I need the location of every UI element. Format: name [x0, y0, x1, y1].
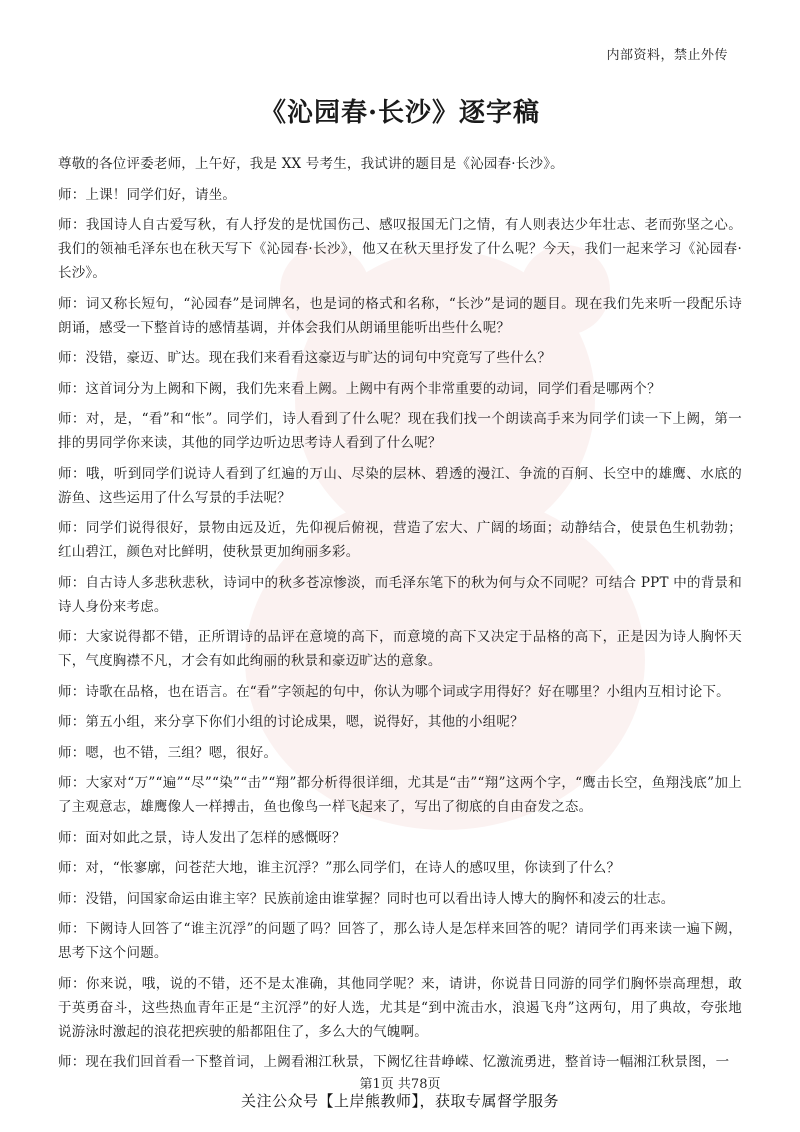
paragraph: 师：同学们说得很好，景物由远及近，先仰视后俯视，营造了宏大、广阔的场面；动静结合，使景色生机勃勃；红山碧江，颜色对比鲜明，使秋景更加绚丽多彩。 — [58, 520, 742, 560]
paragraph: 师：嗯，也不错，三组？嗯，很好。 — [58, 744, 278, 761]
paragraph: 师：词又称长短句，“沁园春”是词牌名，也是词的格式和名称，“长沙”是词的题目。现在我们先来听一段配乐诗朗诵，感受一下整首诗的感情基调，并体会我们从朗诵里能听出些什么呢？ — [58, 295, 742, 336]
page-title: 《沁园春·长沙》逐字稿 — [259, 98, 541, 128]
paragraph: 师：对，是，“看”和“怅”。同学们，诗人看到了什么呢？现在我们找一个朗读高手来为同学们读一下上阙，第一排的男同学你来读，其他的同学边听边思考诗人看到了什么呢？ — [58, 411, 742, 451]
paragraph: 师：诗歌在品格，也在语言。在“看”字领起的句中，你认为哪个词或字用得好？好在哪里？小组内互相讨论下。 — [58, 683, 730, 700]
page-indicator: 第1页 共78页 — [359, 1077, 441, 1092]
paragraph: 师：没错，问国家命运由谁主宰？民族前途由谁掌握？同时也可以看出诗人博大的胸怀和凌云的壮志。 — [58, 890, 675, 907]
paragraph: 师：你来说，哦，说的不错，还不是太准确，其他同学呢？来，请讲，你说昔日同游的同学们胸怀崇高理想，敢于英勇奋斗，这些热血青年正是“主沉浮”的好人选，尤其是“到中流击水，浪遏飞舟”这两句，用了典故，夸张地说游泳时激起的浪花把疾驶的船都阻住了，多么大的气魄啊。 — [58, 975, 742, 1040]
paragraph: 师：第五小组，来分享下你们小组的讨论成果，嗯，说得好，其他的小组呢？ — [58, 714, 524, 730]
paragraph: 师：大家对“万”“遍”“尽”“染”“击”“翔”都分析得很详细，尤其是“击”“翔”这两个字，“鹰击长空，鱼翔浅底”加上了主观意志，雄鹰像人一样搏击，鱼也像鸟一样飞起来了，写出了彻底的自由奋发之态。 — [58, 775, 742, 815]
paragraph: 师：现在我们回首看一下整首词，上阙看湘江秋景，下阙忆往昔峥嵘、忆激流勇进，整首诗一幅湘江秋景图，一 — [58, 1054, 730, 1070]
paragraph: 师：哦，听到同学们说诗人看到了红遍的万山、尽染的层林、碧透的漫江、争流的百舸、长空中的雄鹰、水底的游鱼、这些运用了什么写景的手法呢？ — [58, 465, 742, 506]
document-body — [58, 152, 742, 1081]
paragraph: 师：我国诗人自古爱写秋，有人抒发的是忧国伤己、感叹报国无门之情，有人则表达少年壮志、老而弥坚之心。我们的领袖毛泽东也在秋天写下《沁园春·长沙》，他又在秋天里抒发了什么呢？今天，我们一起来学习《沁园春·长沙》。 — [58, 217, 742, 281]
confidential-note: 内部资料，禁止外传 — [606, 48, 728, 63]
paragraph: 尊敬的各位评委老师，上午好，我是 XX 号考生，我试讲的题目是《沁园春·长沙》。 — [58, 156, 564, 172]
promo-text: 关注公众号【上岸熊教师】，获取专属督学服务 — [240, 1092, 559, 1110]
paragraph: 师：对，“怅寥廓，问苍茫大地，谁主沉浮？”那么同学们，在诗人的感叹里，你读到了什么？ — [58, 860, 621, 876]
paragraph: 师：面对如此之景，诗人发出了怎样的感慨呀？ — [58, 829, 346, 846]
paragraph: 师：这首词分为上阙和下阙，我们先来看上阙。上阙中有两个非常重要的动词，同学们看是哪两个？ — [58, 380, 661, 397]
paragraph: 师：没错，豪迈、旷达。现在我们来看看这豪迈与旷达的词句中究竟写了些什么？ — [58, 350, 552, 366]
paragraph: 师：下阙诗人回答了“谁主沉浮”的问题了吗？回答了，那么诗人是怎样来回答的呢？请同学们再来读一遍下阙，思考下这个问题。 — [58, 921, 742, 961]
paragraph: 师：上课！同学们好，请坐。 — [58, 186, 237, 203]
paragraph: 师：自古诗人多悲秋悲秋，诗词中的秋多苍凉惨淡，而毛泽东笔下的秋为何与众不同呢？可结合 PPT 中的背景和诗人身份来考虑。 — [58, 574, 742, 615]
paragraph: 师：大家说得都不错，正所谓诗的品评在意境的高下，而意境的高下又决定于品格的高下，正是因为诗人胸怀天下，气度胸襟不凡，才会有如此绚丽的秋景和豪迈旷达的意象。 — [58, 629, 742, 669]
